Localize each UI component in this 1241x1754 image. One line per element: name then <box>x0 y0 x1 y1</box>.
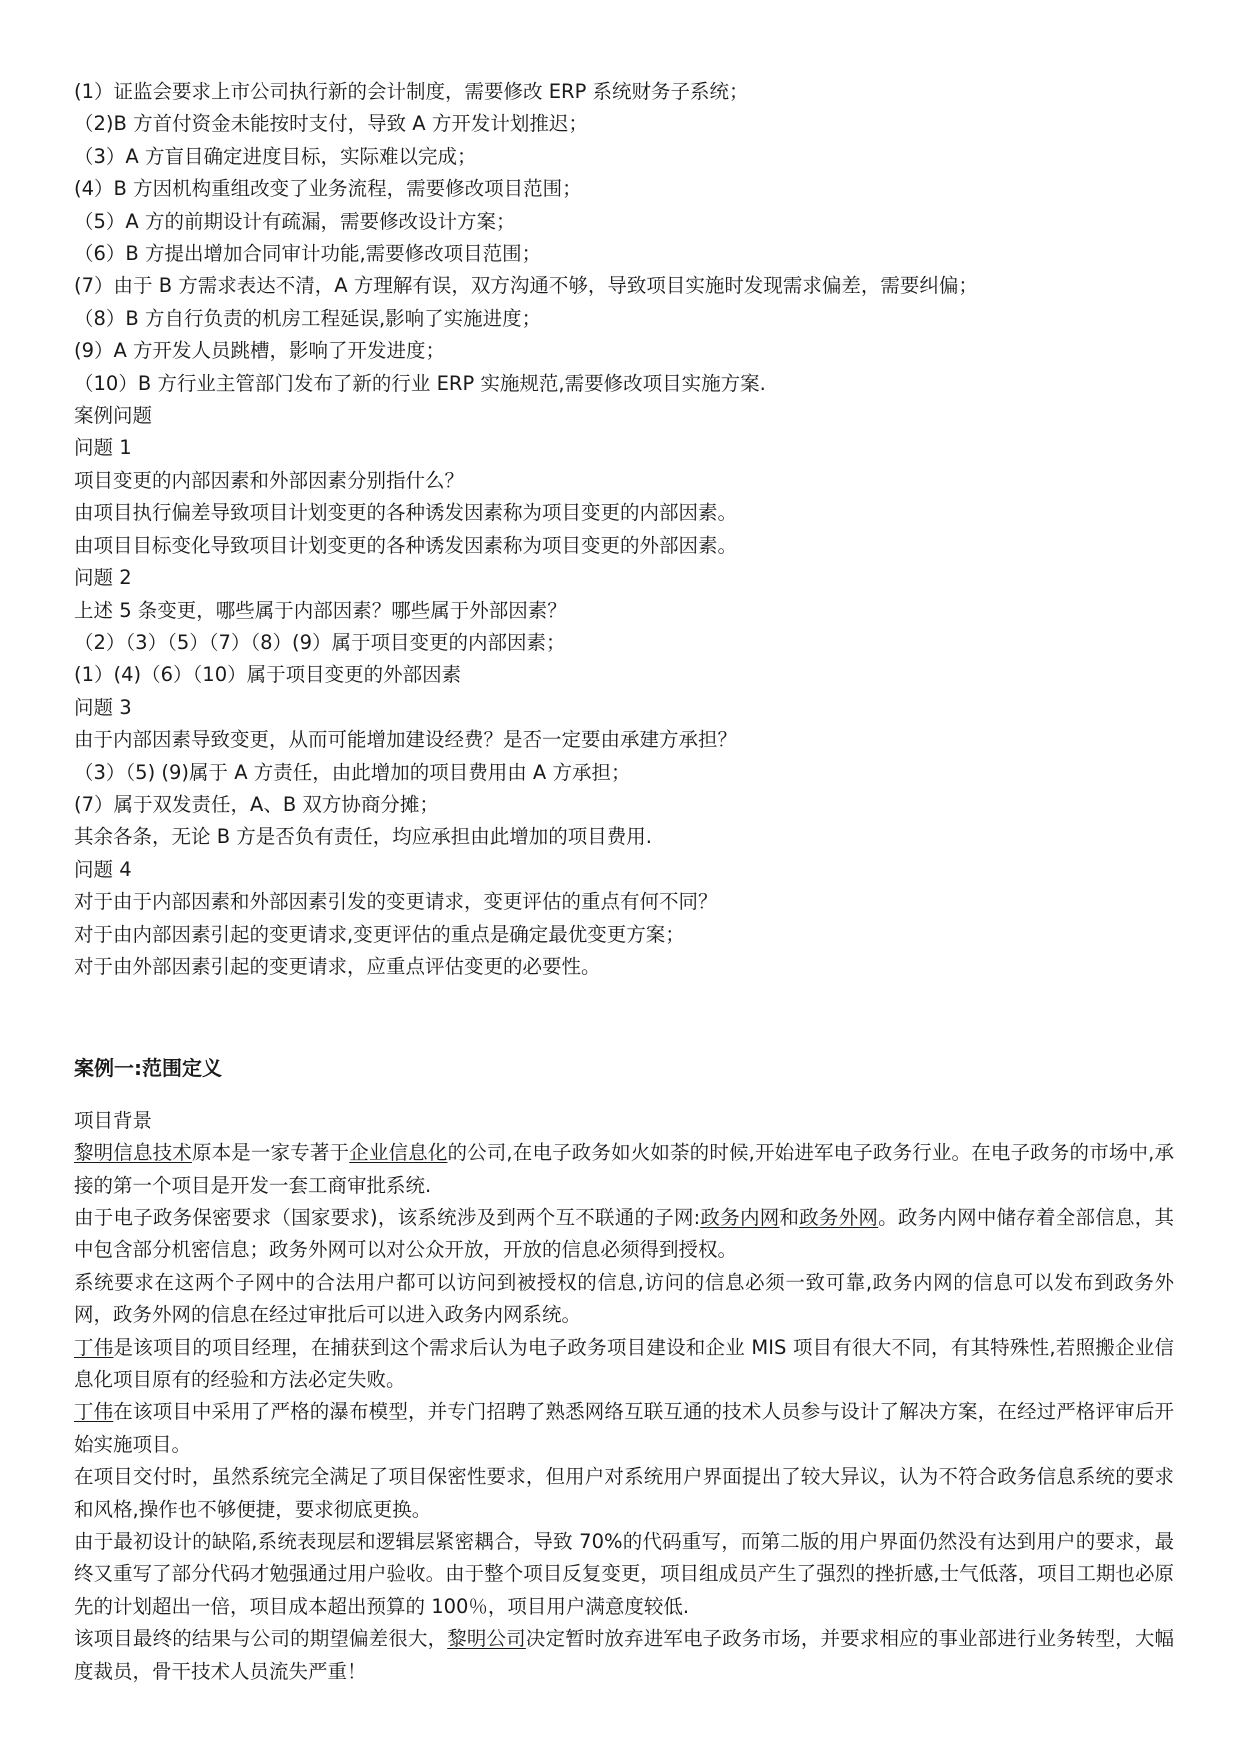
answer-line: 其余各条，无论 B 方是否负有责任，均应承担由此增加的项目费用. <box>74 825 652 849</box>
answer-line: 对于由外部因素引起的变更请求，应重点评估变更的必要性。 <box>74 954 601 978</box>
document-page <box>74 76 1174 1688</box>
question-text: 项目变更的内部因素和外部因素分别指什么？ <box>74 468 465 492</box>
background-label: 项目背景 <box>74 1108 153 1132</box>
change-item: (9）A 方开发人员跳槽，影响了开发进度； <box>74 339 446 363</box>
background-paragraph: 在项目交付时，虽然系统完全满足了项目保密性要求，但用户对系统用户界面提出了较大异议，认为不符合政务信息系统的要求和风格,操作也不够便捷，要求彻底更换。 <box>74 1465 1174 1521</box>
question-label: 问题 4 <box>74 857 132 881</box>
background-paragraph: 由于最初设计的缺陷,系统表现层和逻辑层紧密耦合，导致 70%的代码重写，而第二版的用户界面仍然没有达到用户的要求，最终又重写了部分代码才勉强通过用户验收。由于整个项目反复变更，项目组成员产生了强烈的挫折感,士气低落，项目工期也必原先的计划超出一倍，项目成本超出预算的 100％，项目用户满意度较低. <box>74 1530 1174 1618</box>
change-item: （10）B 方行业主管部门发布了新的行业 ERP 实施规范,需要修改项目实施方案. <box>74 371 766 395</box>
change-item: (7）由于 B 方需求表达不清，A 方理解有误，双方沟通不够，导致项目实施时发现需求偏差，需要纠偏； <box>74 274 978 298</box>
answer-line: （3）（5) (9)属于 A 方责任，由此增加的项目费用由 A 方承担； <box>74 760 631 784</box>
project-manager-name: 丁伟 <box>74 1335 114 1359</box>
paragraph-text: 的公司,在电子政务如火如荼的时候,开始进军电子政务行业。在电子政务的市场中,承接的第一个项目是开发一套工商审批系统. <box>74 1141 1174 1197</box>
paragraph-text: 该项目最终的结果与公司的期望偏差很大， <box>74 1627 448 1651</box>
project-manager-name: 丁伟 <box>74 1400 114 1424</box>
change-item: (1）证监会要求上市公司执行新的会计制度，需要修改 ERP 系统财务子系统； <box>74 80 749 103</box>
answer-line: 对于由内部因素引起的变更请求,变更评估的重点是确定最优变更方案； <box>74 922 685 946</box>
paragraph-text: 原本是一家专著于 <box>191 1141 350 1165</box>
background-paragraph <box>74 1396 1174 1461</box>
question-label: 问题 1 <box>74 436 132 460</box>
change-item: （2)B 方首付资金未能按时支付，导致 A 方开发计划推迟； <box>74 112 588 136</box>
change-item: （3）A 方盲目确定进度目标，实际难以完成； <box>74 144 477 168</box>
answer-line: 由项目执行偏差导致项目计划变更的各种诱发因素称为项目变更的内部因素。 <box>74 501 738 525</box>
case-one-section <box>74 1052 1174 1688</box>
case-questions <box>74 400 1174 983</box>
questions-heading: 案例问题 <box>74 404 153 428</box>
answer-line: （2）（3）（5）（7）（8）(9）属于项目变更的内部因素； <box>74 630 566 654</box>
extranet-term: 政务外网 <box>799 1206 879 1229</box>
case-one-title: 案例一:范围定义 <box>74 1056 222 1081</box>
change-item: (4）B 方因机构重组改变了业务流程，需要修改项目范围； <box>74 177 582 201</box>
paragraph-text: 是该项目的项目经理，在捕获到这个需求后认为电子政务项目建设和企业 MIS 项目有很大不同，有其特殊性,若照搬企业信息化项目原有的经验和方法必定失败。 <box>74 1335 1174 1392</box>
question-text: 由于内部因素导致变更，从而可能增加建设经费？是否一定要由承建方承担？ <box>74 728 738 752</box>
paragraph-text: 。政务内网中储存着全部信息，其中包含部分机密信息；政务外网可以对公众开放，开放的信息必须得到授权。 <box>74 1206 1174 1262</box>
question-label: 问题 2 <box>74 566 132 590</box>
background-paragraph <box>74 1202 1174 1267</box>
change-item: （8）B 方自行负责的机房工程延误,影响了实施进度； <box>74 306 542 330</box>
question-text: 对于由于内部因素和外部因素引发的变更请求，变更评估的重点有何不同？ <box>74 890 718 914</box>
background-paragraph <box>74 1332 1174 1397</box>
background-paragraph <box>74 1623 1174 1688</box>
answer-line: (7）属于双发责任，A、B 双方协商分摊； <box>74 792 439 816</box>
question-label: 问题 3 <box>74 695 132 719</box>
paragraph-text: 由于电子政务保密要求（国家要求)，该系统涉及到两个互不联通的子网: <box>74 1206 701 1229</box>
change-list <box>74 76 1174 400</box>
company-name: 黎明信息技术 <box>74 1141 192 1165</box>
background-paragraph: 系统要求在这两个子网中的合法用户都可以访问到被授权的信息,访问的信息必须一致可靠,政务内网的信息可以发布到政务外网，政务外网的信息在经过审批后可以进入政务内网系统。 <box>74 1270 1174 1327</box>
question-text: 上述 5 条变更，哪些属于内部因素？哪些属于外部因素？ <box>74 598 567 622</box>
answer-line: (1）(4)（6）（10）属于项目变更的外部因素 <box>74 663 462 687</box>
change-item: （5）A 方的前期设计有疏漏，需要修改设计方案； <box>74 209 516 233</box>
change-item: （6）B 方提出增加合同审计功能,需要修改项目范围； <box>74 242 542 266</box>
answer-line: 由项目目标变化导致项目计划变更的各种诱发因素称为项目变更的外部因素。 <box>74 533 738 557</box>
paragraph-text: 决定暂时放弃进军电子政务市场，并要求相应的事业部进行业务转型，大幅度裁员，骨干技术人员流失严重！ <box>74 1627 1174 1683</box>
paragraph-text: 和 <box>779 1206 800 1229</box>
company-name: 黎明公司 <box>447 1627 526 1651</box>
background-paragraph <box>74 1137 1174 1202</box>
paragraph-text: 在该项目中采用了严格的瀑布模型，并专门招聘了熟悉网络互联互通的技术人员参与设计了解决方案，在经过严格评审后开始实施项目。 <box>74 1400 1174 1456</box>
field-term: 企业信息化 <box>349 1141 448 1165</box>
intranet-term: 政务内网 <box>700 1206 780 1229</box>
